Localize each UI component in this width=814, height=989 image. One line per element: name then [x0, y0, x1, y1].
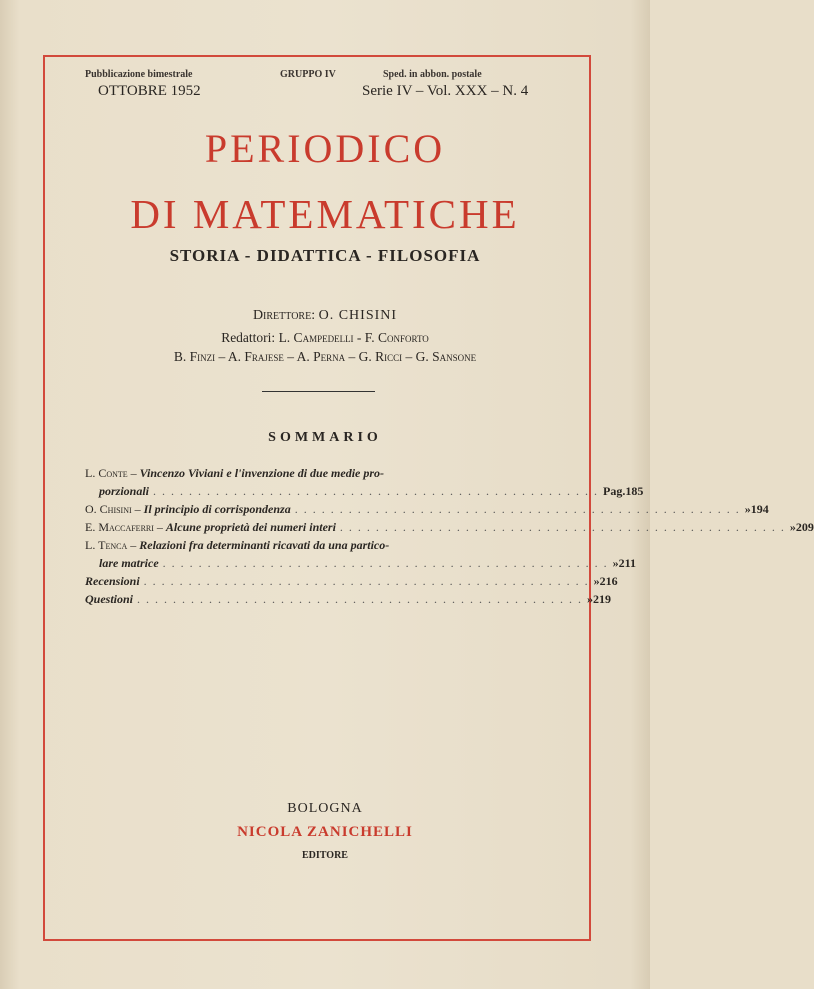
director-label: Direttore:	[252, 308, 316, 323]
toc-title: Il principio di corrispondenza	[143, 502, 291, 516]
director-line	[40, 308, 610, 324]
toc-marker: »	[744, 502, 751, 516]
director-name: O. CHISINI	[318, 308, 398, 323]
toc-author: L. Conte	[85, 466, 128, 480]
title-line-1: PERIODICO	[204, 126, 446, 171]
toc-marker: »	[612, 556, 619, 570]
toc-entry: O. Chisini – Il principio di corrispondenza .................................................. » 194	[85, 502, 769, 516]
publisher-city: BOLOGNA	[287, 801, 363, 816]
postal-note: Sped. in abbon. postale	[383, 69, 482, 80]
toc-title: Questioni	[85, 592, 134, 606]
contents-heading: SOMMARIO	[268, 430, 382, 445]
editors-line	[40, 330, 610, 346]
publisher-name: NICOLA ZANICHELLI	[237, 824, 413, 840]
publication-frequency: Pubblicazione bimestrale	[85, 69, 193, 80]
toc-marker: Pag.	[603, 484, 626, 498]
toc-title-cont: porzionali	[99, 484, 150, 498]
toc-marker: »	[587, 592, 594, 606]
divider	[262, 391, 375, 392]
toc-page: 211	[618, 556, 636, 570]
toc-entry: Questioni .................................................. » 219	[85, 592, 612, 606]
issue-date: OTTOBRE 1952	[98, 83, 201, 99]
toc-entry: E. Maccaferri – Alcune proprietà dei numeri interi .................................................. » 209	[85, 520, 814, 534]
group: GRUPPO IV	[280, 69, 336, 80]
toc-title-cont: lare matrice	[99, 556, 159, 570]
toc-author: L. Tenca	[85, 538, 128, 552]
toc-title: Recensioni	[85, 574, 140, 588]
toc-entry: porzionali .................................................. Pag. 185	[85, 482, 552, 500]
toc-page: 219	[593, 592, 612, 606]
toc-entry-text: L. Tenca – Relazioni fra determinanti ricavati da una partico-	[85, 538, 390, 552]
title-line-2: DI MATEMATICHE	[130, 191, 520, 237]
editors-names: L. Campedelli - F. Conforto	[278, 330, 429, 345]
table-of-contents	[85, 464, 814, 608]
toc-page: 194	[750, 502, 769, 516]
toc-title: Relazioni fra determinanti ricavati da una partico-	[139, 538, 390, 552]
toc-title: Vincenzo Viviani e l'invenzione di due medie pro-	[139, 466, 385, 480]
toc-marker: »	[789, 520, 796, 534]
editors-label: Redattori:	[221, 330, 276, 345]
toc-entry: lare matrice .................................................. » 211	[85, 554, 552, 572]
toc-entry-text: L. Conte – Vincenzo Viviani e l'invenzione di due medie pro-	[85, 466, 385, 480]
toc-title: Alcune proprietà dei numeri interi	[165, 520, 336, 534]
toc-entry: Recensioni .................................................. » 216	[85, 574, 618, 588]
subtitle: STORIA - DIDATTICA - FILOSOFIA	[169, 246, 481, 265]
contributors-line: B. Finzi – A. Frajese – A. Perna – G. Ricci – G. Sansone	[173, 349, 477, 364]
publisher-role: EDITORE	[302, 850, 348, 861]
toc-marker: »	[593, 574, 600, 588]
toc-page: 209	[795, 520, 814, 534]
toc-page: 185	[625, 484, 644, 498]
issue-series: Serie IV – Vol. XXX – N. 4	[362, 83, 529, 99]
toc-author: O. Chisini	[85, 502, 132, 516]
toc-author: E. Maccaferri	[85, 520, 154, 534]
toc-page: 216	[599, 574, 618, 588]
